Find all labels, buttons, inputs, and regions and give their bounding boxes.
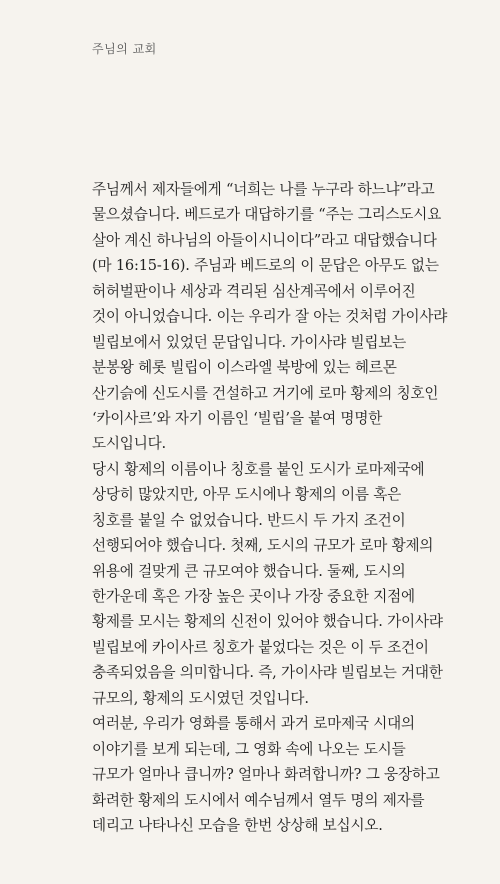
text-line: 당시 황제의 이름이나 칭호를 붙인 도시가 로마제국에: [92, 460, 425, 478]
text-line: 황제를 모시는 황제의 신전이 있어야 했습니다. 가이사랴: [92, 613, 443, 631]
text-line: 빌립보에 카이사르 칭호가 붙었다는 것은 이 두 조건이: [92, 638, 429, 656]
text-line: 산기슭에 신도시를 건설하고 거기에 로마 황제의 칭호인: [92, 384, 439, 402]
text-line: 이야기를 보게 되는데, 그 영화 속에 나오는 도시들: [92, 740, 406, 758]
text-line: 살아 계신 하나님의 아들이시니이다”라고 대답했습니다: [92, 231, 437, 249]
text-line: 여러분, 우리가 영화를 통해서 과거 로마제국 시대의: [92, 715, 415, 733]
text-line: 규모가 얼마나 큽니까? 얼마나 화려합니까? 그 웅장하고: [92, 766, 440, 784]
text-line: 상당히 많았지만, 아무 도시에나 황제의 이름 혹은: [92, 486, 402, 504]
text-line: 화려한 황제의 도시에서 예수님께서 열두 명의 제자를: [92, 791, 425, 809]
text-line: 위용에 걸맞게 큰 규모여야 했습니다. 둘째, 도시의: [92, 562, 406, 580]
text-line: ‘카이사르’와 자기 이름인 ‘빌립’을 붙여 명명한: [92, 409, 383, 427]
text-line: 빌립보에서 있었던 문답입니다. 가이사랴 빌립보는: [92, 333, 407, 351]
text-line: 물으셨습니다. 베드로가 대답하기를 “주는 그리스도시요: [92, 206, 442, 224]
text-line: 분봉왕 헤롯 빌립이 이스라엘 북방에 있는 헤르몬: [92, 359, 397, 377]
text-line: 것이 아니었습니다. 이는 우리가 잘 아는 것처럼 가이사랴: [92, 308, 448, 326]
body-text: [92, 177, 452, 838]
text-line: 칭호를 붙일 수 없었습니다. 반드시 두 가지 조건이: [92, 511, 406, 529]
text-line: (마 16:15-16). 주님과 베드로의 이 문답은 아무도 없는: [92, 257, 439, 275]
running-header: 주님의 교회: [92, 42, 157, 56]
text-line: 충족되었음을 의미합니다. 즉, 가이사랴 빌립보는 거대한: [92, 664, 443, 682]
text-line: 한가운데 혹은 가장 높은 곳이나 가장 중요한 지점에: [92, 588, 415, 605]
text-line: 선행되어야 했습니다. 첫째, 도시의 규모가 로마 황제의: [92, 537, 434, 555]
text-line: 주님께서 제자들에게 “너희는 나를 누구라 하느냐”라고: [92, 181, 435, 198]
text-line: 규모의, 황제의 도시였던 것입니다.: [92, 689, 309, 707]
text-line: 데리고 나타나신 모습을 한번 상상해 보십시오.: [92, 816, 383, 834]
text-line: 허허벌판이나 세상과 격리된 심산계곡에서 이루어진: [92, 282, 416, 300]
text-line: 도시입니다.: [92, 435, 166, 453]
